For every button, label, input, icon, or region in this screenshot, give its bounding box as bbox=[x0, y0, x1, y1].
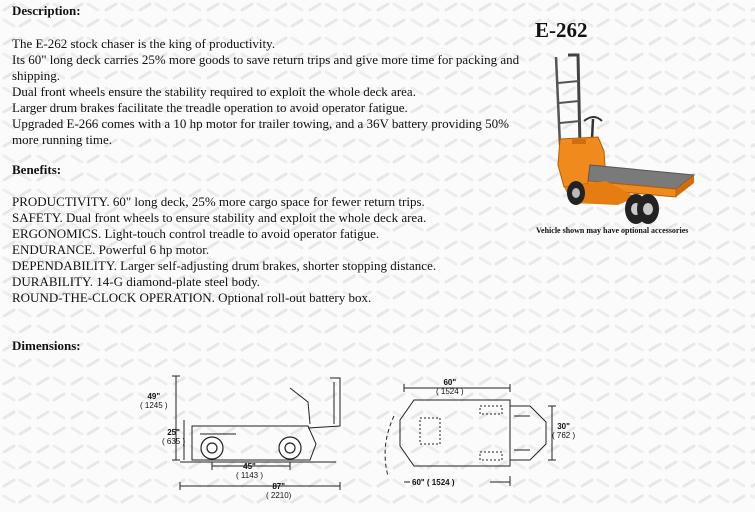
deck-length-top-value: 60" bbox=[443, 378, 457, 387]
benefit-item: ERGONOMICS. Light-touch control treadle to avoid operator fatigue. bbox=[12, 226, 380, 241]
deck-height-metric: ( 635 ) bbox=[162, 437, 186, 446]
description-line: Larger drum brakes facilitate the treadle operation to avoid operator fatigue. bbox=[12, 100, 408, 115]
description-line: shipping. bbox=[12, 68, 61, 83]
description-line: Dual front wheels ensure the stability required to exploit the whole deck area. bbox=[12, 84, 416, 99]
top-view-diagram bbox=[380, 376, 580, 496]
description-line: Upgraded E-266 comes with a 10 hp motor for trailer towing, and a 36V battery providing 50% bbox=[12, 116, 509, 131]
width-dimension-label bbox=[552, 422, 575, 440]
deck-height-value: 25" bbox=[167, 428, 180, 437]
description-heading: Description: bbox=[12, 3, 81, 18]
benefit-item: DURABILITY. 14-G diamond-plate steel body. bbox=[12, 274, 261, 289]
width-metric: ( 762 ) bbox=[552, 431, 576, 440]
height-value: 49" bbox=[147, 392, 161, 401]
height-metric: ( 1245 ) bbox=[140, 401, 168, 410]
description-text bbox=[12, 36, 519, 148]
deck-length-top-label bbox=[436, 378, 464, 396]
deck-length-bottom-label: 60" ( 1524 ) bbox=[412, 478, 455, 487]
stock-chaser-vehicle-image bbox=[548, 47, 700, 227]
dimensions-heading: Dimensions: bbox=[12, 338, 81, 353]
length-value: 87" bbox=[272, 482, 286, 491]
description-line: The E-262 stock chaser is the king of productivity. bbox=[12, 36, 276, 51]
benefit-item: PRODUCTIVITY. 60" long deck, 25% more cargo space for fewer return trips. bbox=[12, 194, 425, 209]
wheelbase-value: 45" bbox=[243, 462, 256, 471]
wheelbase-dimension-label bbox=[236, 462, 263, 480]
width-value: 30" bbox=[557, 422, 570, 431]
benefits-list bbox=[12, 194, 436, 306]
description-line: Its 60" long deck carries 25% more goods to save return trips and give more time for packing and bbox=[12, 52, 520, 67]
deck-length-top-metric: ( 1524 ) bbox=[436, 387, 464, 396]
benefit-item: DEPENDABILITY. Larger self-adjusting drum brakes, shorter stopping distance. bbox=[12, 258, 437, 273]
wheelbase-metric: ( 1143 ) bbox=[236, 471, 263, 480]
benefit-item: ENDURANCE. Powerful 6 hp motor. bbox=[12, 242, 210, 257]
length-metric: ( 2210) bbox=[266, 491, 292, 500]
deck-height-dimension-label bbox=[162, 428, 185, 446]
benefit-item: ROUND-THE-CLOCK OPERATION. Optional roll-out battery box. bbox=[12, 290, 372, 305]
description-line: more running time. bbox=[12, 132, 113, 147]
benefits-heading: Benefits: bbox=[12, 162, 62, 177]
vehicle-caption: Vehicle shown may have optional accessories bbox=[536, 226, 689, 235]
length-dimension-label bbox=[266, 482, 291, 500]
benefit-item: SAFETY. Dual front wheels to ensure stability and exploit the whole deck area. bbox=[12, 210, 427, 225]
height-dimension-label bbox=[140, 392, 168, 410]
model-title: E-262 bbox=[535, 18, 588, 42]
